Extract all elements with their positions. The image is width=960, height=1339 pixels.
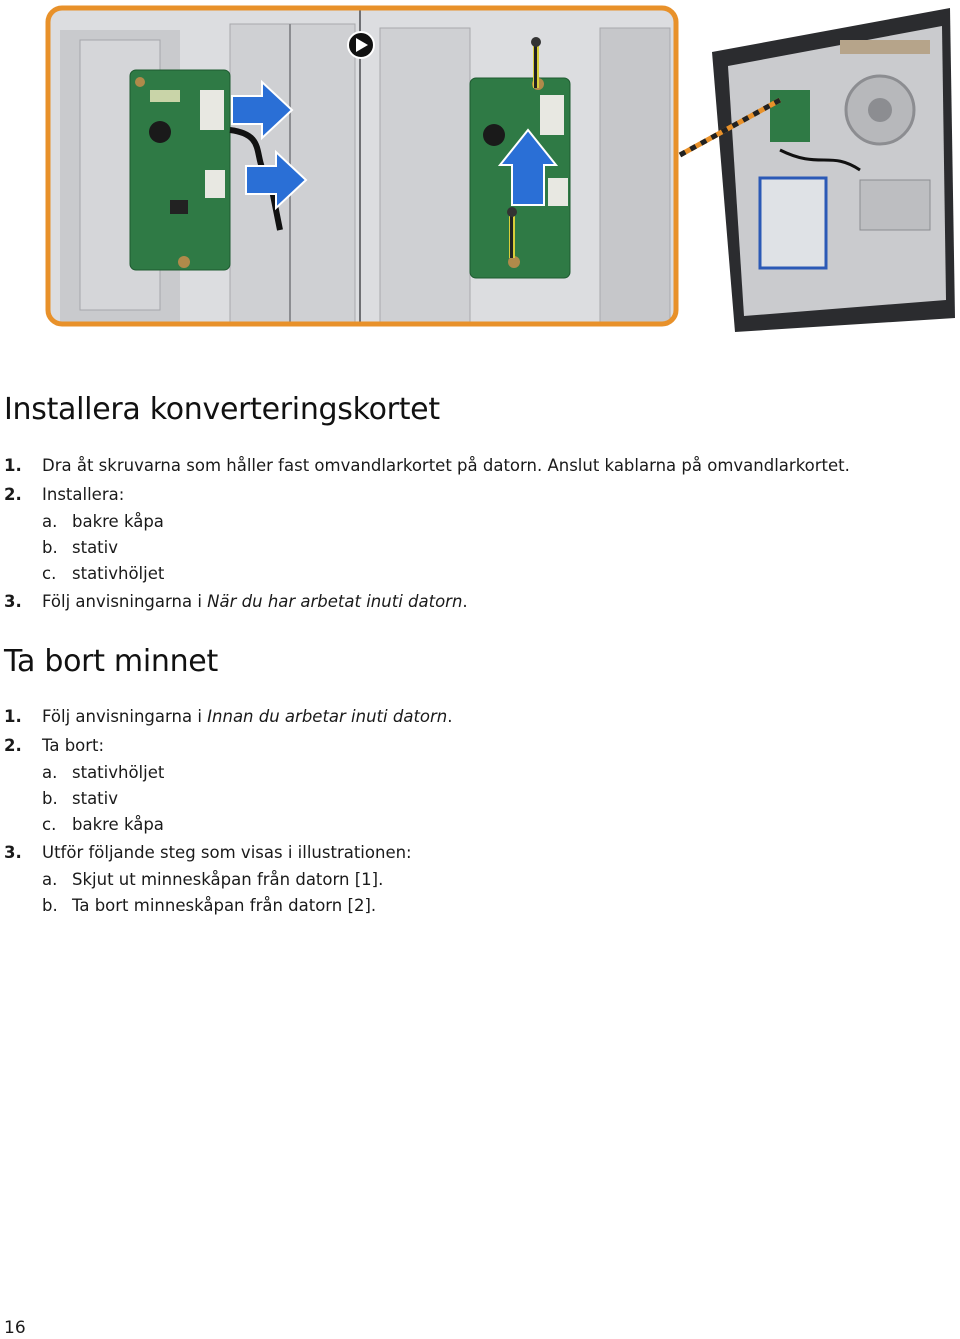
cross-reference-link[interactable]: När du har arbetat inuti datorn [207, 592, 463, 611]
list-item: 3. Utför följande steg som visas i illustrationen: [4, 843, 412, 862]
sub-item: a. stativhöljet [42, 763, 165, 782]
cross-reference-link[interactable]: Innan du arbetar inuti datorn [207, 707, 448, 726]
section-title-remove-memory: Ta bort minnet [4, 644, 218, 679]
illustration [0, 0, 960, 340]
install-steps [4, 451, 850, 616]
remove-steps [4, 702, 453, 919]
sub-item: a. bakre kåpa [42, 512, 164, 531]
list-item: 1. Följ anvisningarna i Innan du arbetar inuti datorn. [4, 707, 453, 726]
next-step-icon [348, 32, 374, 58]
sub-item: c. bakre kåpa [42, 815, 164, 834]
list-item: 3. Följ anvisningarna i När du har arbetat inuti datorn. [4, 592, 468, 611]
converter-board-left [130, 70, 230, 270]
section-title-install: Installera konverteringskortet [4, 392, 440, 427]
sub-item: b. stativ [42, 789, 118, 808]
sub-item: b. Ta bort minneskåpan från datorn [2]. [42, 896, 377, 915]
list-item: 2. Installera: [4, 485, 125, 504]
sub-item: c. stativhöljet [42, 564, 165, 583]
sub-item: a. Skjut ut minneskåpan från datorn [1]. [42, 870, 384, 889]
sub-item: b. stativ [42, 538, 118, 557]
list-item: 1. Dra åt skruvarna som håller fast omvandlarkortet på datorn. Anslut kablarna på omvandlarkortet. [4, 456, 850, 475]
page-number: 16 [4, 1318, 26, 1338]
computer-overview [680, 8, 955, 332]
list-item: 2. Ta bort: [4, 736, 105, 755]
